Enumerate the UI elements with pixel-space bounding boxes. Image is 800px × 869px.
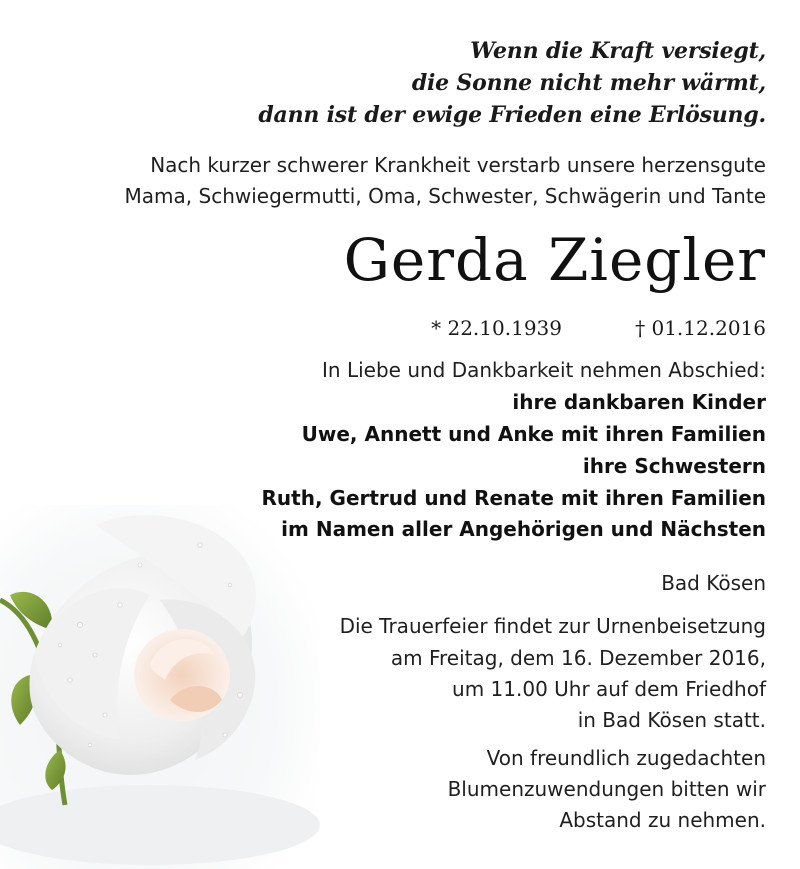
- ceremony-line: um 11.00 Uhr auf dem Friedhof: [452, 677, 766, 701]
- place: Bad Kösen: [661, 571, 766, 595]
- ceremony-line: in Bad Kösen statt.: [577, 708, 766, 732]
- mourner-line: im Namen aller Angehörigen und Nächsten: [281, 517, 766, 541]
- intro-line: Mama, Schwiegermutti, Oma, Schwester, Schwägerin und Tante: [124, 184, 766, 208]
- verse-line: dann ist der ewige Frieden eine Erlösung.: [258, 102, 766, 128]
- farewell-heading: In Liebe und Dankbarkeit nehmen Abschied:: [322, 358, 766, 382]
- birth-date: * 22.10.1939: [431, 316, 562, 340]
- verse-line: Wenn die Kraft versiegt,: [470, 38, 766, 64]
- ceremony-line: am Freitag, dem 16. Dezember 2016,: [390, 646, 766, 670]
- verse-line: die Sonne nicht mehr wärmt,: [411, 70, 766, 96]
- flowers-note-line: Blumenzuwendungen bitten wir: [447, 777, 766, 801]
- mourner-line: ihre Schwestern: [582, 454, 766, 478]
- flowers-note-line: Abstand zu nehmen.: [559, 808, 766, 832]
- mourner-line: Uwe, Annett und Anke mit ihren Familien: [301, 422, 766, 446]
- white-rose-image: [0, 505, 320, 869]
- flowers-note-line: Von freundlich zugedachten: [486, 746, 766, 770]
- mourner-line: Ruth, Gertrud und Renate mit ihren Familien: [261, 486, 766, 510]
- intro-line: Nach kurzer schwerer Krankheit verstarb unsere herzensgute: [150, 153, 766, 177]
- mourner-line: ihre dankbaren Kinder: [512, 390, 766, 414]
- death-date: † 01.12.2016: [635, 316, 766, 340]
- ceremony-line: Die Trauerfeier findet zur Urnenbeisetzung: [339, 614, 766, 638]
- deceased-name: Gerda Ziegler: [343, 226, 766, 294]
